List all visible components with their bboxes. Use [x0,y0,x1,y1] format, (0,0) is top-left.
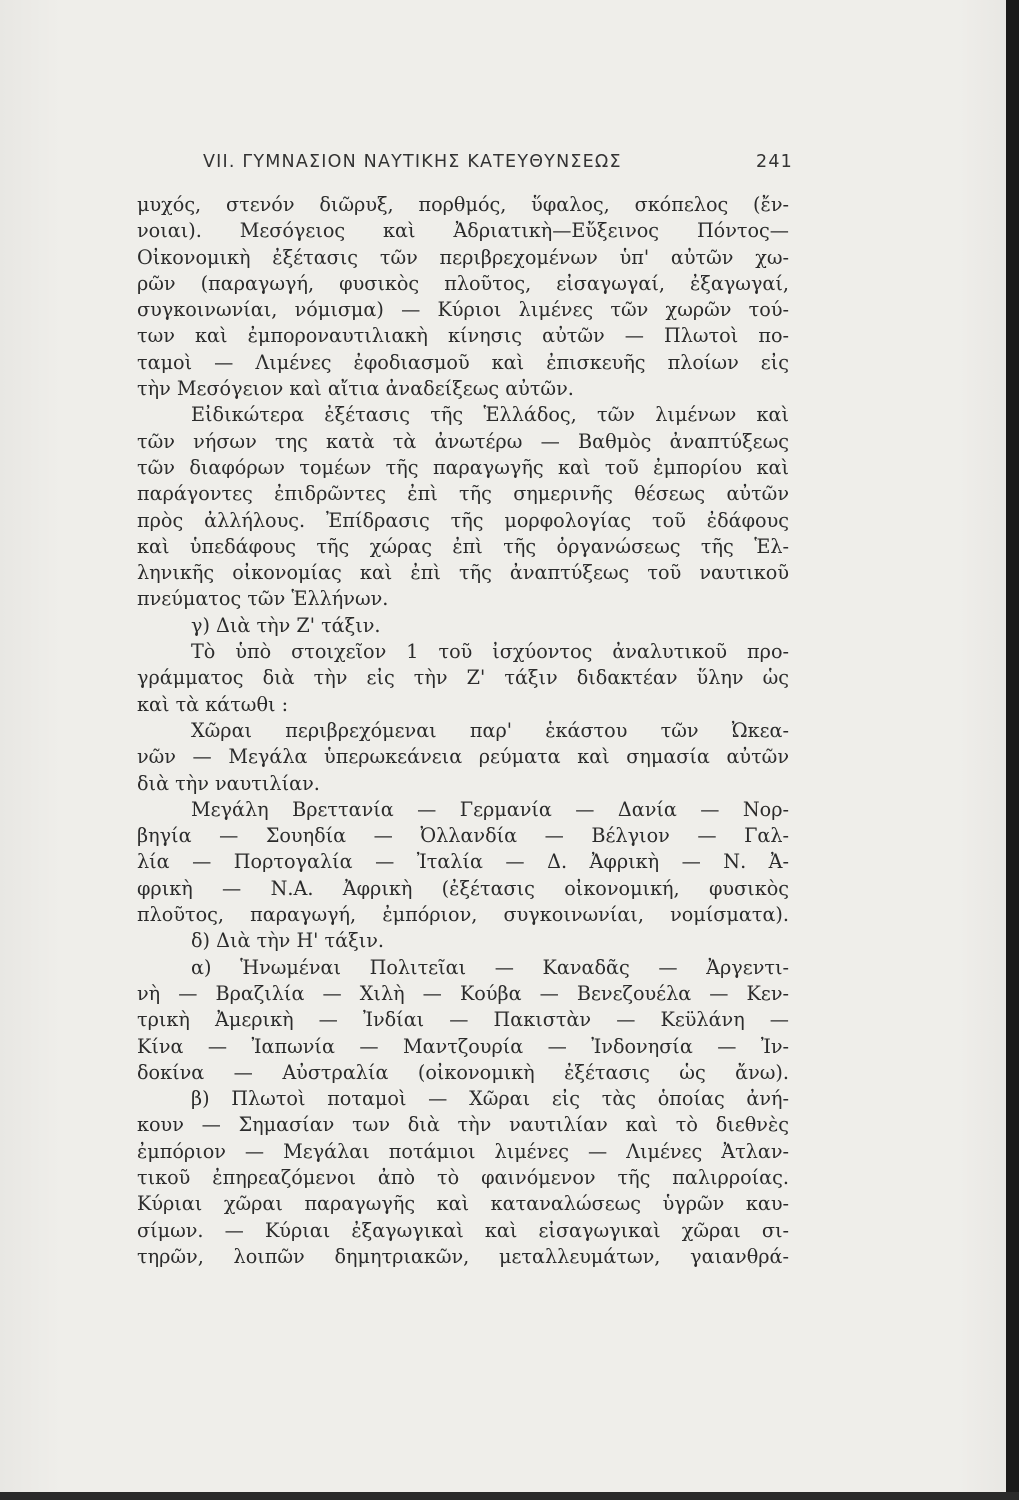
text-line: τικοῦ ἐπηρεαζόμενοι ἀπὸ τὸ φαινόμενον τῆς παλιρροίας. [137,1165,789,1189]
scan-edge-right [1006,0,1019,1500]
text-line: Κίνα — Ἰαπωνία — Μαντζουρία — Ἰνδονησία — Ἰν- [137,1034,789,1058]
body-text [137,192,789,1270]
text-line: ρῶν (παραγωγή, φυσικὸς πλοῦτος, εἰσαγωγαί, ἐξαγωγαί, [137,271,789,295]
text-line: β) Πλωτοὶ ποταμοὶ — Χῶραι εἰς τὰς ὁποίας ἀνή- [191,1087,789,1111]
text-line: α) Ἡνωμέναι Πολιτεῖαι — Καναδᾶς — Ἀργεντι- [191,955,789,979]
text-line: των καὶ ἐμποροναυτιλιακὴ κίνησις αὐτῶν — Πλωτοὶ πο- [137,324,789,348]
text-line: Οἰκονομικὴ ἐξέτασις τῶν περιβρεχομένων ὑπ' αὐτῶν χω- [137,245,789,269]
text-line: παράγοντες ἐπιδρῶντες ἐπὶ τῆς σημερινῆς θέσεως αὐτῶν [137,482,789,506]
text-line: μυχός, στενόν διῶρυξ, πορθμός, ὕφαλος, σκόπελος (ἔν- [137,193,789,216]
text-line: τηρῶν, λοιπῶν δημητριακῶν, μεταλλευμάτων, γαιανθρά- [137,1244,789,1268]
text-line: Μεγάλη Βρεττανία — Γερμανία — Δανία — Νορ- [191,797,789,821]
text-line: ταμοὶ — Λιμένες ἐφοδιασμοῦ καὶ ἐπισκευῆς πλοίων εἰς [137,350,789,374]
text-line: πνεύματος τῶν Ἑλλήνων. [137,587,389,611]
text-line: λία — Πορτογαλία — Ἰταλία — Δ. Ἀφρικὴ — Ν. Ἀ- [137,850,789,874]
text-line: πρὸς ἀλλήλους. Ἐπίδρασις τῆς μορφολογίας τοῦ ἐδάφους [137,508,789,532]
text-line: διὰ τὴν ναυτιλίαν. [137,771,320,795]
text-line: νὴ — Βραζιλία — Χιλὴ — Κούβα — Βενεζουέλα — Κεν- [137,981,789,1005]
text-line: κουν — Σημασίαν των διὰ τὴν ναυτιλίαν καὶ τὸ διεθνὲς [137,1113,789,1137]
text-line: καὶ τὰ κάτωθι : [137,692,289,716]
text-line: γ) Διὰ τὴν Ζ' τάξιν. [191,613,381,637]
text-line: καὶ ὑπεδάφους τῆς χώρας ἐπὶ τῆς ὀργανώσεως τῆς Ἑλ- [137,534,789,558]
chapter-title: VII. ΓΥΜΝΑΣΙΟΝ ΝΑΥΤΙΚΗΣ ΚΑΤΕΥΘΥΝΣΕΩΣ [203,152,622,172]
text-line: Χῶραι περιβρεχόμεναι παρ' ἑκάστου τῶν Ὠκεα- [191,718,789,742]
running-header [203,152,793,172]
text-line: πλοῦτος, παραγωγή, ἐμπόριον, συγκοινωνίαι, νομίσματα). [137,903,789,927]
text-line: Εἰδικώτερα ἐξέτασις τῆς Ἑλλάδος, τῶν λιμένων καὶ [191,403,789,427]
text-line: τρικὴ Ἀμερικὴ — Ἰνδίαι — Πακιστὰν — Κεϋλάνη — [137,1008,789,1032]
text-line: φρικὴ — Ν.Α. Ἀφρικὴ (ἐξέτασις οἰκονομική, φυσικὸς [137,876,789,900]
text-line: συγκοινωνίαι, νόμισμα) — Κύριοι λιμένες τῶν χωρῶν τού- [137,298,789,322]
text-line: τὴν Μεσόγειον καὶ αἴτια ἀναδείξεως αὐτῶν. [137,377,574,401]
scan-edge-bottom [0,1492,1019,1500]
text-line: ἐμπόριον — Μεγάλαι ποτάμιοι λιμένες — Λιμένες Ἀτλαν- [137,1139,789,1163]
text-line: σίμων. — Κύριαι ἐξαγωγικαὶ καὶ εἰσαγωγικαὶ χῶραι σι- [137,1218,789,1242]
text-line: δ) Διὰ τὴν Η' τάξιν. [191,929,384,953]
text-line: τῶν νήσων της κατὰ τὰ ἀνωτέρω — Βαθμὸς ἀναπτύξεως [137,429,789,453]
text-line: δοκίνα — Αὐστραλία (οἰκονομικὴ ἐξέτασις ὡς ἄνω). [137,1060,789,1084]
text-line: γράμματος διὰ τὴν εἰς τὴν Ζ' τάξιν διδακτέαν ὕλην ὡς [137,666,789,690]
text-line: ληνικῆς οἰκονομίας καὶ ἐπὶ τῆς ἀναπτύξεως τοῦ ναυτικοῦ [137,561,789,585]
text-line: νοιαι). Μεσόγειος καὶ Ἀδριατικὴ—Εὔξεινος Πόντος— [137,219,789,243]
text-line: βηγία — Σουηδία — Ὀλλανδία — Βέλγιον — Γαλ- [137,824,789,848]
page-number: 241 [755,152,793,172]
text-line: τῶν διαφόρων τομέων τῆς παραγωγῆς καὶ τοῦ ἐμπορίου καὶ [137,455,789,479]
text-line: νῶν — Μεγάλα ὑπερωκεάνεια ρεύματα καὶ σημασία αὐτῶν [137,745,789,769]
text-line: Κύριαι χῶραι παραγωγῆς καὶ καταναλώσεως ὑγρῶν καυ- [137,1192,789,1216]
text-line: Τὸ ὑπὸ στοιχεῖον 1 τοῦ ἰσχύοντος ἀναλυτικοῦ προ- [191,640,789,664]
